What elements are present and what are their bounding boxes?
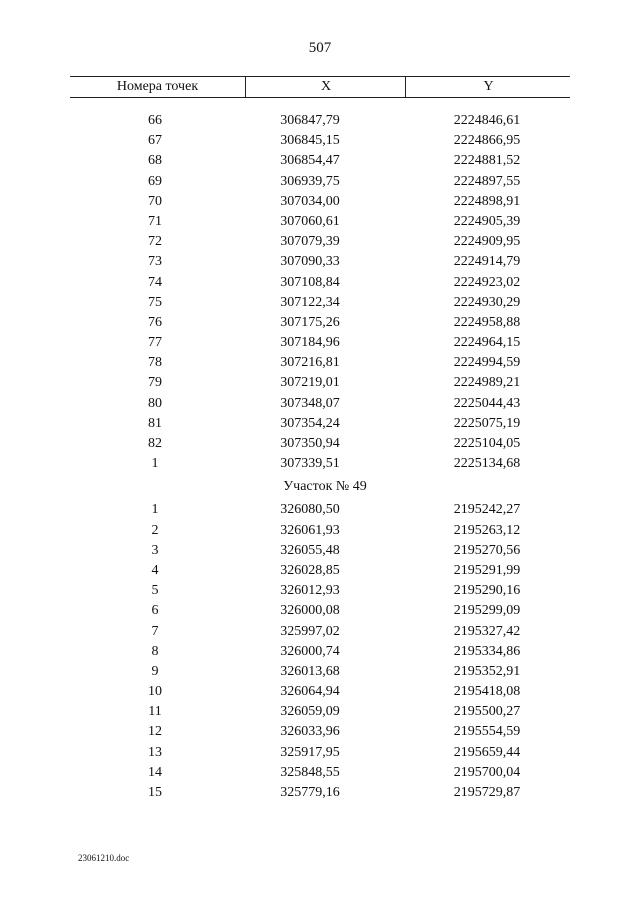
y-coordinate: 2224846,61 xyxy=(453,113,521,128)
y-coordinate: 2195700,04 xyxy=(453,764,521,780)
table-row xyxy=(0,434,640,454)
y-coordinate: 2225134,68 xyxy=(453,456,521,472)
table-row xyxy=(0,293,640,313)
point-number: 70 xyxy=(148,193,162,209)
x-coordinate: 326061,93 xyxy=(280,522,340,538)
y-coordinate: 2224958,88 xyxy=(453,314,521,330)
y-coordinate: 2225104,05 xyxy=(453,436,521,451)
point-number: 67 xyxy=(148,133,162,149)
table-row xyxy=(0,783,640,803)
x-coordinate: 326059,09 xyxy=(280,704,340,720)
y-coordinate: 2224866,95 xyxy=(453,133,521,149)
y-coordinate: 2225075,19 xyxy=(453,415,521,431)
table-row xyxy=(0,273,640,293)
point-number: 12 xyxy=(148,724,162,740)
point-number: 75 xyxy=(148,294,162,310)
x-coordinate: 307184,96 xyxy=(280,335,340,351)
y-coordinate: 2195418,08 xyxy=(453,684,521,700)
header-points-label: Номера точек xyxy=(116,79,199,94)
table-row xyxy=(0,313,640,333)
footer-filename: 23061210.doc xyxy=(78,853,130,863)
table-header xyxy=(70,76,570,98)
x-coordinate: 307108,84 xyxy=(280,274,340,290)
y-coordinate: 2195263,12 xyxy=(453,522,521,538)
point-number: 5 xyxy=(151,583,159,599)
point-number: 7 xyxy=(151,623,159,639)
table-row xyxy=(0,601,640,621)
y-coordinate: 2195554,59 xyxy=(453,724,521,740)
x-coordinate: 326055,48 xyxy=(280,542,340,558)
x-coordinate: 306845,15 xyxy=(280,133,340,149)
table-row xyxy=(0,131,640,151)
x-coordinate: 307122,34 xyxy=(280,294,340,310)
table-row xyxy=(0,662,640,682)
y-coordinate: 2195291,99 xyxy=(453,562,521,578)
table-row xyxy=(0,642,640,662)
point-number: 71 xyxy=(148,213,162,229)
coordinates-table-body xyxy=(0,111,640,803)
table-row xyxy=(0,561,640,581)
y-coordinate: 2224914,79 xyxy=(453,254,521,270)
table-row xyxy=(0,414,640,434)
table-row xyxy=(0,212,640,232)
y-coordinate: 2195729,87 xyxy=(453,785,521,800)
x-coordinate: 326033,96 xyxy=(280,724,340,740)
point-number: 82 xyxy=(148,436,162,451)
table-row xyxy=(0,353,640,373)
point-number: 68 xyxy=(148,153,162,169)
x-coordinate: 306939,75 xyxy=(280,173,340,189)
x-coordinate: 306847,79 xyxy=(280,113,340,128)
x-coordinate: 326012,93 xyxy=(280,583,340,599)
table-row xyxy=(0,252,640,272)
table-row xyxy=(0,192,640,212)
point-number: 1 xyxy=(151,502,159,518)
x-coordinate: 307060,61 xyxy=(280,213,340,229)
x-coordinate: 307079,39 xyxy=(280,234,340,250)
rows-group-a xyxy=(0,111,640,474)
y-coordinate: 2224923,02 xyxy=(453,274,521,290)
table-row xyxy=(0,702,640,722)
x-coordinate: 326000,08 xyxy=(280,603,340,619)
x-coordinate: 306854,47 xyxy=(280,153,340,169)
point-number: 9 xyxy=(151,663,159,679)
point-number: 14 xyxy=(148,764,162,780)
x-coordinate: 326013,68 xyxy=(280,663,340,679)
y-coordinate: 2224964,15 xyxy=(453,335,521,351)
y-coordinate: 2224881,52 xyxy=(453,153,521,169)
point-number: 2 xyxy=(151,522,159,538)
table-row xyxy=(0,622,640,642)
header-x-label: X xyxy=(245,77,406,97)
y-coordinate: 2195327,42 xyxy=(453,623,521,639)
table-row xyxy=(0,722,640,742)
table-row xyxy=(0,763,640,783)
table-row xyxy=(0,682,640,702)
x-coordinate: 326080,50 xyxy=(280,502,340,518)
point-number: 15 xyxy=(148,785,162,800)
y-coordinate: 2195242,27 xyxy=(453,502,521,518)
section-title xyxy=(0,474,640,500)
point-number: 8 xyxy=(151,643,159,659)
y-coordinate: 2195299,09 xyxy=(453,603,521,619)
y-coordinate: 2195659,44 xyxy=(453,744,521,760)
x-coordinate: 325917,95 xyxy=(280,744,340,760)
point-number: 69 xyxy=(148,173,162,189)
x-coordinate: 307034,00 xyxy=(280,193,340,209)
point-number: 1 xyxy=(151,456,159,472)
page-number: 507 xyxy=(308,40,332,56)
table-row xyxy=(0,111,640,131)
table-row xyxy=(0,333,640,353)
y-coordinate: 2224930,29 xyxy=(453,294,521,310)
point-number: 13 xyxy=(148,744,162,760)
point-number: 81 xyxy=(148,415,162,431)
y-coordinate: 2195270,56 xyxy=(453,542,521,558)
point-number: 3 xyxy=(151,542,159,558)
section-title-text: Участок № 49 xyxy=(283,479,367,495)
x-coordinate: 326028,85 xyxy=(280,562,340,578)
x-coordinate: 325848,55 xyxy=(280,764,340,780)
point-number: 72 xyxy=(148,234,162,250)
x-coordinate: 307348,07 xyxy=(280,395,340,411)
y-coordinate: 2195290,16 xyxy=(453,583,521,599)
table-row xyxy=(0,743,640,763)
point-number: 76 xyxy=(148,314,162,330)
y-coordinate: 2195500,27 xyxy=(453,704,521,720)
point-number: 79 xyxy=(148,375,162,391)
table-row xyxy=(0,521,640,541)
point-number: 11 xyxy=(148,704,162,720)
y-coordinate: 2195334,86 xyxy=(453,643,521,659)
y-coordinate: 2224897,55 xyxy=(453,173,521,189)
y-coordinate: 2224989,21 xyxy=(453,375,521,391)
y-coordinate: 2224905,39 xyxy=(453,213,521,229)
point-number: 74 xyxy=(148,274,162,290)
point-number: 66 xyxy=(148,113,162,128)
table-row xyxy=(0,151,640,171)
point-number: 10 xyxy=(148,684,162,700)
x-coordinate: 326000,74 xyxy=(280,643,340,659)
y-coordinate: 2224994,59 xyxy=(453,355,521,371)
x-coordinate: 307350,94 xyxy=(280,436,340,451)
x-coordinate: 307354,24 xyxy=(280,415,340,431)
table-row xyxy=(0,373,640,393)
table-row xyxy=(0,172,640,192)
x-coordinate: 307175,26 xyxy=(280,314,340,330)
y-coordinate: 2224898,91 xyxy=(453,193,521,209)
x-coordinate: 307090,33 xyxy=(280,254,340,270)
y-coordinate: 2225044,43 xyxy=(453,395,521,411)
x-coordinate: 307216,81 xyxy=(280,355,340,371)
point-number: 78 xyxy=(148,355,162,371)
table-row xyxy=(0,500,640,520)
table-row xyxy=(0,232,640,252)
point-number: 6 xyxy=(151,603,159,619)
x-coordinate: 325779,16 xyxy=(280,785,340,800)
point-number: 80 xyxy=(148,395,162,411)
table-row xyxy=(0,541,640,561)
x-coordinate: 307339,51 xyxy=(280,456,340,472)
table-row xyxy=(0,454,640,474)
point-number: 77 xyxy=(148,335,162,351)
header-y-label: Y xyxy=(405,77,571,97)
point-number: 4 xyxy=(151,562,159,578)
y-coordinate: 2195352,91 xyxy=(453,663,521,679)
rows-group-b xyxy=(0,500,640,803)
x-coordinate: 325997,02 xyxy=(280,623,340,639)
point-number: 73 xyxy=(148,254,162,270)
table-row xyxy=(0,394,640,414)
x-coordinate: 307219,01 xyxy=(280,375,340,391)
table-row xyxy=(0,581,640,601)
x-coordinate: 326064,94 xyxy=(280,684,340,700)
y-coordinate: 2224909,95 xyxy=(453,234,521,250)
